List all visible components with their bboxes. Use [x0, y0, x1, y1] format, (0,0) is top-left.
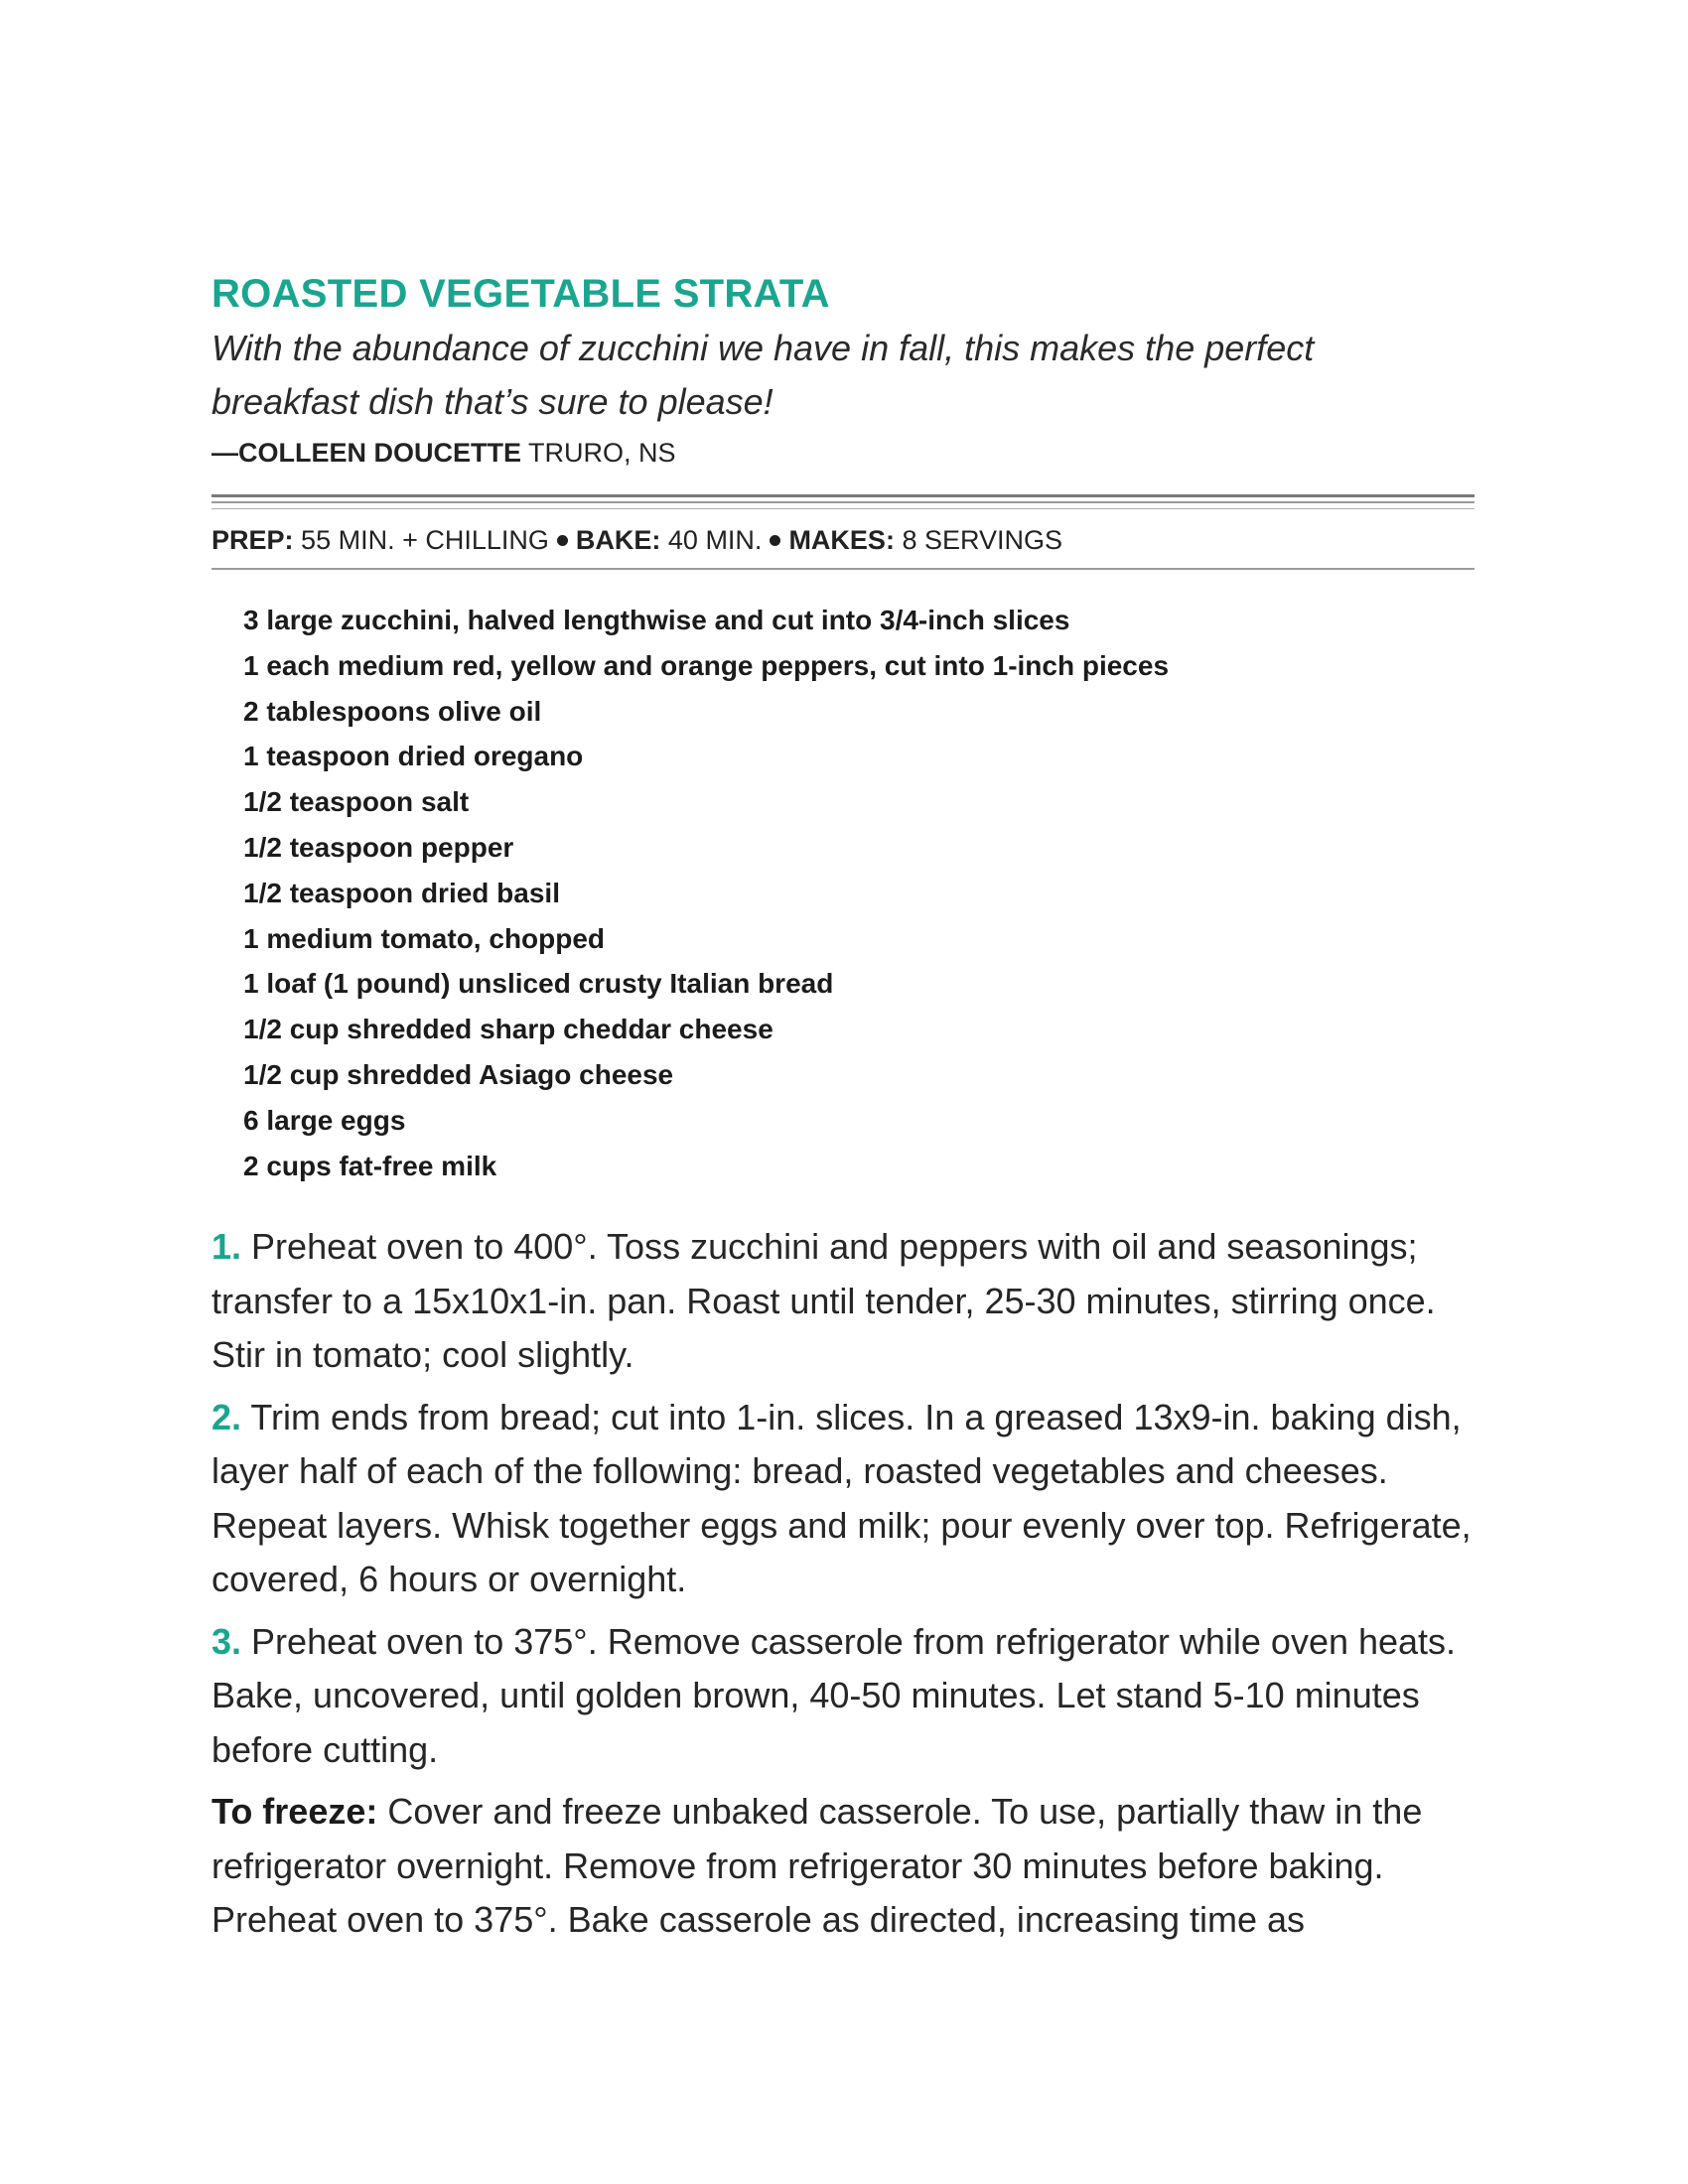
step-number: 2.	[211, 1396, 242, 1437]
directions	[211, 1220, 1475, 1948]
recipe-page	[211, 266, 1475, 1956]
divider-line	[211, 494, 1475, 497]
step-number: 1.	[211, 1226, 242, 1268]
step-text: Trim ends from bread; cut into 1-in. slices. In a greased 13x9-in. baking dish, layer half of each of the following: bread, roasted vegetables and cheeses. Repeat layers. Whisk together eggs and milk; pour evenly over top. Refrigerate, covered, 6 hours or overnight.	[211, 1396, 1472, 1600]
prep-value: 55 MIN. + CHILLING	[301, 525, 549, 555]
divider-line	[211, 508, 1475, 509]
ingredient-item: 3 large zucchini, halved lengthwise and cut into 3/4-inch slices	[243, 605, 1070, 635]
recipe-title: ROASTED VEGETABLE STRATA	[211, 272, 830, 316]
ingredient-item: 2 cups fat-free milk	[243, 1150, 497, 1181]
meta-divider	[211, 568, 1475, 570]
bullet-dot-icon	[770, 535, 780, 546]
bullet-dot-icon	[557, 535, 568, 546]
direction-step	[211, 1220, 1475, 1383]
ingredient-item: 6 large eggs	[243, 1104, 406, 1136]
prep-label: PREP:	[211, 525, 294, 555]
direction-step	[211, 1615, 1475, 1778]
byline-author: —COLLEEN DOUCETTE	[211, 438, 522, 468]
ingredient-item: 1 medium tomato, chopped	[243, 922, 606, 954]
divider-line	[211, 501, 1475, 503]
ingredient-item: 1 each medium red, yellow and orange peppers, cut into 1-inch pieces	[243, 649, 1170, 681]
header-divider	[211, 494, 1475, 514]
ingredient-item: 1 loaf (1 pound) unsliced crusty Italian bread	[243, 968, 834, 1000]
step-text: Preheat oven to 375°. Remove casserole from refrigerator while oven heats. Bake, uncovered, until golden brown, 40-50 minutes. Let stand 5-10 minutes before cutting.	[211, 1620, 1457, 1770]
ingredient-list	[243, 598, 1475, 1188]
byline-location: TRURO, NS	[528, 438, 676, 468]
step-text: Preheat oven to 400°. Toss zucchini and peppers with oil and seasonings; transfer to a 15x10x1-in. pan. Roast until tender, 25-30 minutes, stirring once. Stir in tomato; cool slightly.	[211, 1226, 1436, 1376]
ingredient-item: 1/2 teaspoon salt	[243, 786, 470, 818]
ingredient-item: 1/2 teaspoon dried basil	[243, 877, 560, 908]
direction-step	[211, 1391, 1475, 1607]
byline	[211, 433, 1475, 473]
bake-value: 40 MIN.	[667, 525, 763, 555]
ingredient-item: 1/2 cup shredded Asiago cheese	[243, 1058, 674, 1090]
makes-label: MAKES:	[788, 525, 895, 555]
makes-value: 8 SERVINGS	[902, 525, 1063, 555]
freeze-text: Cover and freeze unbaked casserole. To use, partially thaw in the refrigerator overnight. Remove from refrigerator 30 minutes before baking. Preheat oven to 375°. Bake casserole as directed, increasing time as	[211, 1791, 1423, 1941]
freeze-note	[211, 1785, 1475, 1948]
recipe-subtitle: With the abundance of zucchini we have in fall, this makes the perfect breakfast dish that’s sure to please!	[211, 328, 1315, 422]
freeze-label: To freeze:	[211, 1791, 378, 1833]
bake-label: BAKE:	[575, 525, 661, 555]
ingredient-item: 1 teaspoon dried oregano	[243, 741, 584, 772]
recipe-meta	[211, 520, 1475, 560]
ingredient-item: 1/2 teaspoon pepper	[243, 831, 514, 863]
ingredient-item: 1/2 cup shredded sharp cheddar cheese	[243, 1014, 774, 1045]
step-number: 3.	[211, 1620, 242, 1662]
ingredient-item: 2 tablespoons olive oil	[243, 695, 542, 727]
